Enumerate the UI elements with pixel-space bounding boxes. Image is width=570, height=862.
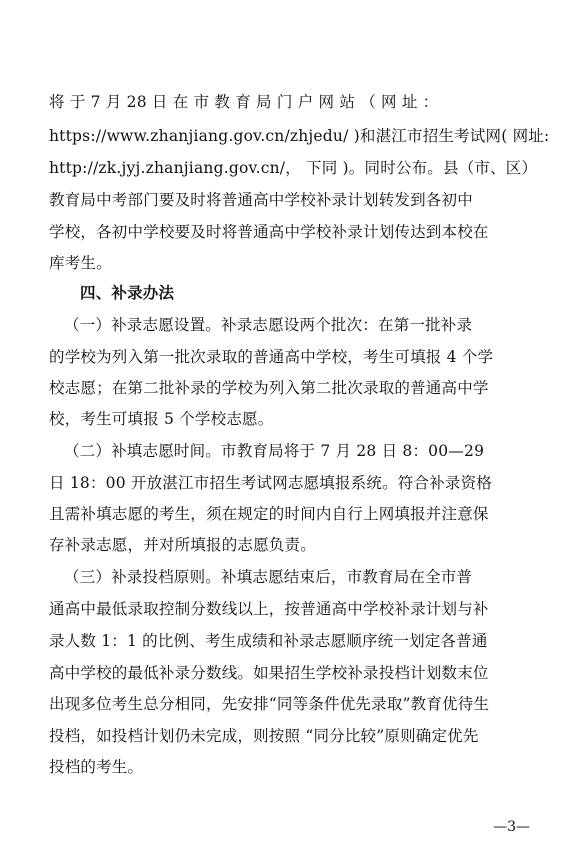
paragraph-line-12: （二）补填志愿时间。市教育局将于 7 月 28 日 8：00—29	[64, 442, 485, 460]
paragraph-line-16: （三）补录投档原则。补填志愿结束后，市教育局在全市普	[64, 568, 473, 586]
page-number: —3—	[493, 819, 530, 835]
paragraph-line-15: 存补录志愿，并对所填报的志愿负责。	[49, 536, 316, 554]
paragraph-line-18: 录人数 1：1 的比例、考生成绩和补录志愿顺序统一划定各普通	[49, 632, 488, 650]
section-heading: 四、补录办法	[80, 284, 175, 302]
paragraph-line-20: 出现多位考生总分相同，先安排“同等条件优先录取”教育优待生	[49, 695, 490, 713]
paragraph-line-19: 高中学校的最低补录分数线。如果招生学校补录投档计划数末位	[49, 664, 489, 682]
paragraph-line-3: http://zk.jyj.zhanjiang.gov.cn/， 下同 )。同时公布。县（市、区）	[49, 159, 538, 177]
paragraph-line-4: 教育局中考部门要及时将普通高中学校补录计划转发到各初中	[49, 191, 473, 209]
paragraph-line-13: 日 18：00 开放湛江市招生考试网志愿填报系统。符合补录资格	[49, 474, 493, 492]
paragraph-line-1: 将 于 7 月 28 日 在 市 教 育 局 门 户 网 站 （ 网 址 ：	[49, 93, 439, 111]
paragraph-line-9: 的学校为列入第一批次录取的普通高中学校，考生可填报 4 个学	[49, 348, 494, 366]
paragraph-line-6: 库考生。	[49, 254, 112, 272]
paragraph-line-8: （一）补录志愿设置。补录志愿设两个批次：在第一批补录	[64, 316, 473, 334]
paragraph-line-21: 投档，如投档计划仍未完成，则按照 “同分比较”原则确定优先	[49, 727, 479, 745]
paragraph-line-11: 校，考生可填报 5 个学校志愿。	[49, 410, 274, 428]
paragraph-line-22: 投档的考生。	[49, 758, 144, 776]
paragraph-line-10: 校志愿；在第二批补录的学校为列入第二批次录取的普通高中学	[49, 379, 489, 397]
paragraph-line-14: 且需补填志愿的考生，须在规定的时间内自行上网填报并注意保	[49, 505, 489, 523]
paragraph-line-17: 通高中最低录取控制分数线以上，按普通高中学校补录计划与补	[49, 600, 489, 618]
paragraph-line-5: 学校，各初中学校要及时将普通高中学校补录计划传达到本校在	[49, 223, 489, 241]
paragraph-line-2: https://www.zhanjiang.gov.cn/zhjedu/ )和湛江市招生考试网( 网址:	[49, 127, 550, 145]
